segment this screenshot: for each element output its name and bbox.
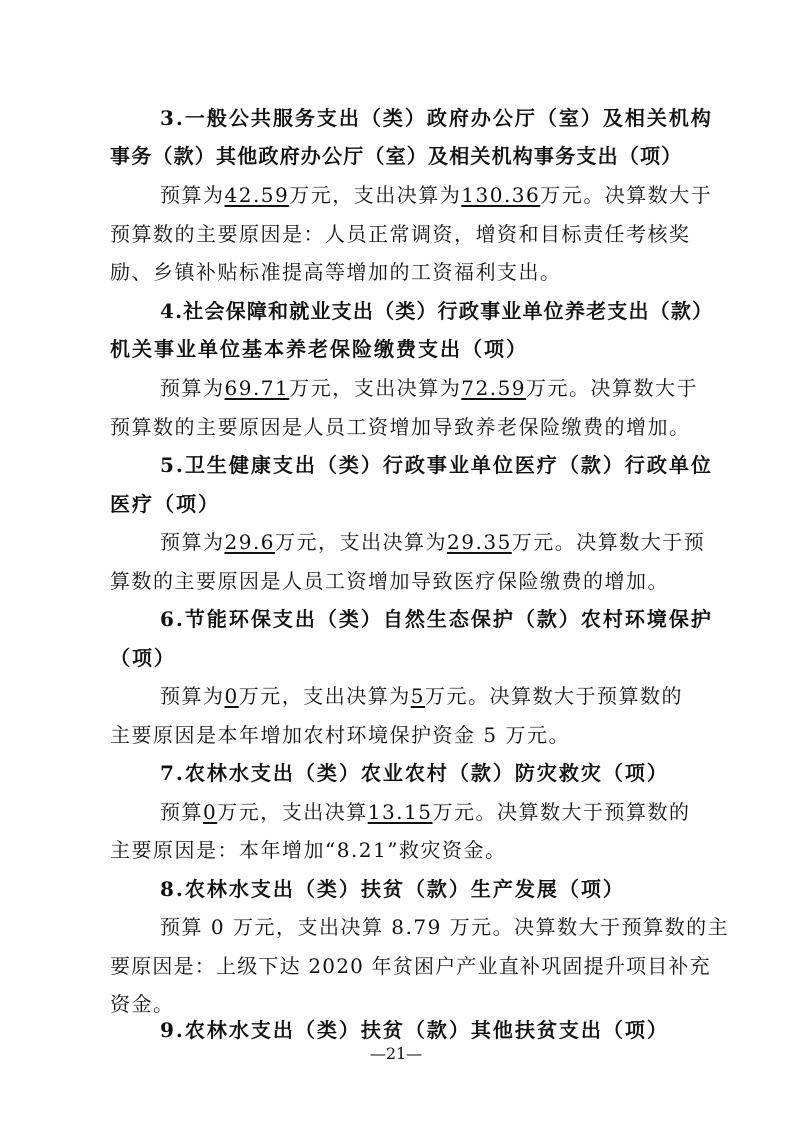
- section-5-budget-line: [0, 528, 792, 556]
- budget-value: 0: [224, 684, 239, 708]
- budget-value: 42.59: [224, 183, 290, 207]
- final-value: 72.59: [461, 376, 527, 400]
- budget-unit: 万元，支出决算: [217, 800, 368, 824]
- section-6-reason-line-1: 主要原因是本年增加农村环境保护资金 5 万元。: [110, 723, 570, 747]
- page-number: —21—: [369, 1044, 423, 1063]
- budget-unit: 万元，支出决算为: [289, 376, 462, 400]
- final-value: 29.35: [447, 530, 512, 554]
- budget-unit: 万元，支出决算为: [275, 530, 448, 554]
- budget-value: 0: [203, 800, 218, 824]
- section-8-text-line-3: 资金。: [110, 992, 175, 1016]
- section-3-budget-line: [0, 181, 792, 209]
- final-value: 130.36: [461, 183, 541, 207]
- section-6-budget-line: [0, 682, 792, 710]
- final-unit: 万元。决算数大于预算数的: [424, 684, 683, 708]
- final-unit: 万元。决算数大于: [526, 376, 699, 400]
- budget-prefix: 预算为: [160, 183, 225, 207]
- budget-unit: 万元，支出决算为: [238, 684, 411, 708]
- section-3-reason-line-1: 预算数的主要原因是：人员正常调资，增资和目标责任考核奖: [110, 222, 691, 246]
- section-5-heading-line-2: 医疗（项）: [110, 492, 220, 516]
- section-3-reason-line-2: 励、乡镇补贴标准提高等增加的工资福利支出。: [110, 260, 562, 284]
- section-7-heading-line-1: 7.农林水支出（类）农业农村（款）防灾救灾（项）: [160, 761, 669, 785]
- section-5-reason-line-1: 算数的主要原因是人员工资增加导致医疗保险缴费的增加。: [110, 569, 669, 593]
- budget-prefix: 预算: [160, 800, 203, 824]
- final-unit: 万元。决算数大于: [540, 183, 713, 207]
- budget-prefix: 预算为: [160, 530, 225, 554]
- section-7-reason-line-1: 主要原因是：本年增加“8.21”救灾资金。: [110, 838, 507, 862]
- budget-unit: 万元，支出决算为: [289, 183, 462, 207]
- section-3-heading-line-1: 3.一般公共服务支出（类）政府办公厅（室）及相关机构: [160, 106, 713, 130]
- section-8-text-line-1: 预算 0 万元，支出决算 8.79 万元。决算数大于预算数的主: [160, 915, 730, 939]
- final-unit: 万元。决算数大于预算数的: [432, 800, 691, 824]
- budget-value: 69.71: [224, 376, 290, 400]
- section-3-heading-line-2: 事务（款）其他政府办公厅（室）及相关机构事务支出（项）: [110, 144, 683, 168]
- section-4-budget-line: [0, 374, 792, 402]
- section-7-budget-line: [0, 798, 792, 826]
- section-6-heading-line-2: （项）: [110, 646, 176, 670]
- section-4-reason-line-1: 预算数的主要原因是人员工资增加导致养老保险缴费的增加。: [110, 415, 691, 439]
- budget-prefix: 预算为: [160, 376, 225, 400]
- final-value: 13.15: [367, 800, 433, 824]
- final-unit: 万元。决算数大于预: [511, 530, 706, 554]
- section-8-heading-line-1: 8.农林水支出（类）扶贫（款）生产发展（项）: [160, 877, 625, 901]
- section-9-heading-line-1: 9.农林水支出（类）扶贫（款）其他扶贫支出（项）: [160, 1018, 669, 1042]
- section-8-text-line-2: 要原因是：上级下达 2020 年贫困户产业直补巩固提升项目补充: [110, 954, 711, 978]
- section-4-heading-line-2: 机关事业单位基本养老保险缴费支出（项）: [110, 337, 528, 361]
- section-4-heading-line-1: 4.社会保障和就业支出（类）行政事业单位养老支出（款）: [160, 299, 714, 323]
- budget-value: 29.6: [224, 530, 276, 554]
- budget-prefix: 预算为: [160, 684, 225, 708]
- final-value: 5: [410, 684, 425, 708]
- section-5-heading-line-1: 5.卫生健康支出（类）行政事业单位医疗（款）行政单位: [160, 453, 713, 477]
- section-6-heading-line-1: 6.节能环保支出（类）自然生态保护（款）农村环境保护: [160, 607, 713, 631]
